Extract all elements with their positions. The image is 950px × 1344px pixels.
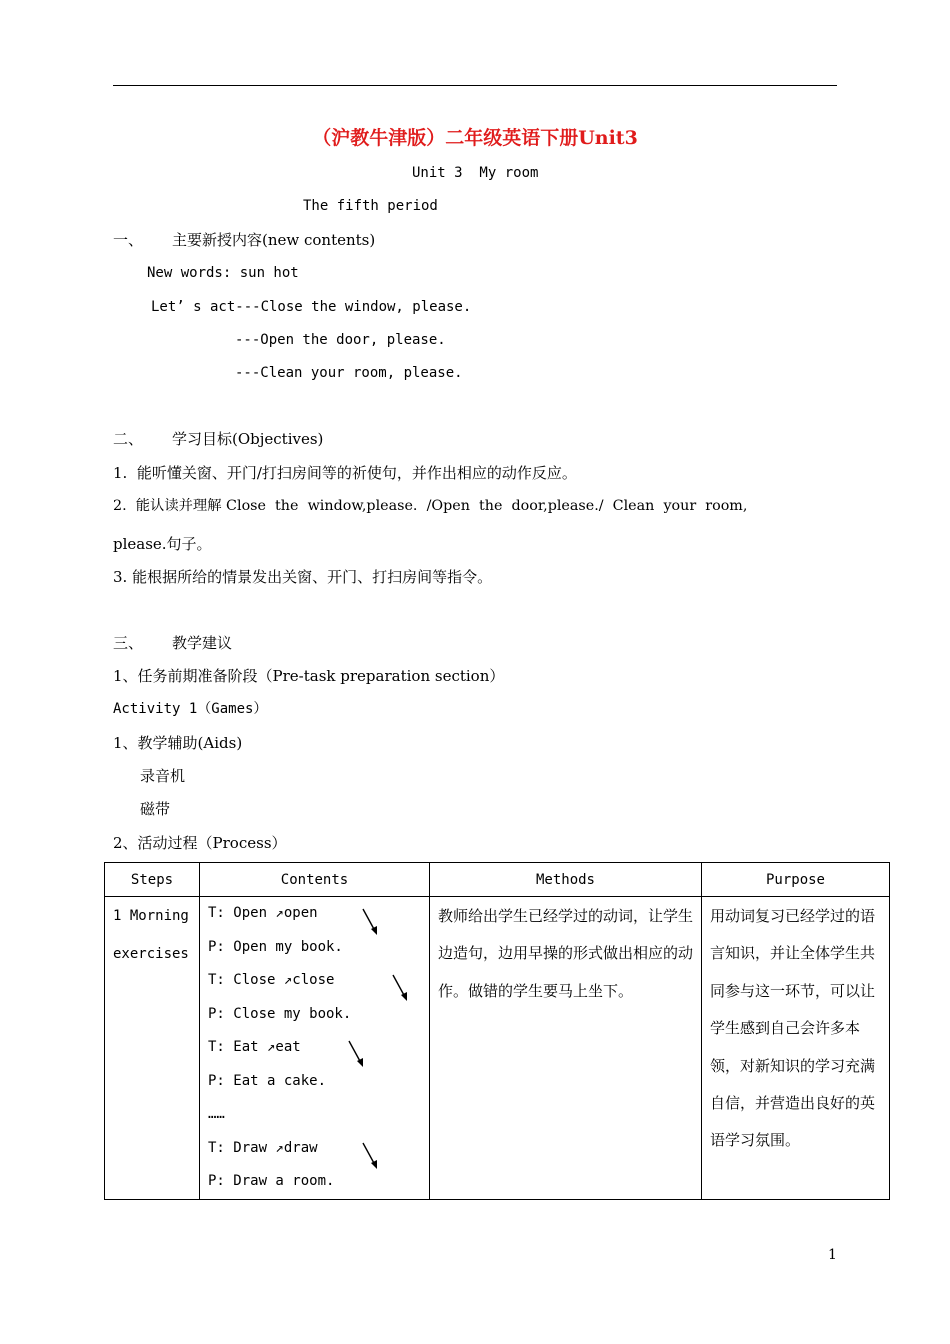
- process-heading: 2、活动过程（Process）: [113, 834, 287, 852]
- steps-text: 1 Morning exercises: [113, 908, 189, 962]
- falling-intonation-arrow-icon: [390, 973, 410, 1003]
- period-subtitle: The fifth period: [303, 198, 438, 214]
- methods-text: 教师给出学生已经学过的动词，让学生边造句，边用早操的形式做出相应的动作。做错的学生要马上坐下。: [438, 907, 694, 1000]
- contents-cell: [200, 897, 430, 1200]
- header-rule: [113, 85, 837, 86]
- lets-act-line: Let’ s act---Close the window, please.: [151, 299, 472, 315]
- pretask-heading: 1、任务前期准备阶段（Pre-task preparation section）: [113, 667, 505, 685]
- new-words: New words: sun hot: [147, 265, 299, 281]
- section2-heading: 学习目标(Objectives): [172, 430, 324, 448]
- section1-number: 一、: [113, 231, 144, 249]
- unit-subtitle: Unit 3 My room: [412, 165, 539, 181]
- aids-heading: 1、教学辅助(Aids): [113, 734, 243, 752]
- document-title: （沪教牛津版）二年级英语下册Unit3: [312, 127, 638, 149]
- act-line-2: ---Open the door, please.: [235, 332, 446, 348]
- contents-list: [208, 897, 421, 1199]
- content-line: T: Close ↗close: [208, 972, 335, 988]
- purpose-cell: [702, 897, 890, 1200]
- falling-intonation-arrow-icon: [346, 1039, 366, 1069]
- objective-2-cont: please.句子。: [113, 535, 212, 553]
- falling-intonation-arrow-icon: [360, 907, 380, 937]
- content-line: T: Eat ↗eat: [208, 1039, 301, 1055]
- objective-2: 2. 能认读并理解 Close the window,please. /Open the door,please./ Clean your room,: [113, 498, 748, 514]
- activity-heading: Activity 1（Games）: [113, 701, 268, 717]
- aid-recorder: 录音机: [140, 767, 186, 785]
- content-line: T: Draw ↗draw: [208, 1139, 318, 1156]
- methods-cell: [430, 897, 702, 1200]
- content-line: T: Open ↗open: [208, 905, 318, 921]
- section3-number: 三、: [113, 634, 144, 652]
- section3-heading: 教学建议: [172, 634, 233, 652]
- aid-tape: 磁带: [140, 800, 171, 818]
- purpose-text: 用动词复习已经学过的语言知识，并让全体学生共同参与这一环节，可以让学生感到自己会许多本领，对新知识的学习充满自信，并营造出良好的英语学习氛围。: [710, 907, 876, 1150]
- act-line-3: ---Clean your room, please.: [235, 365, 463, 381]
- header-purpose: Purpose: [702, 863, 890, 897]
- header-contents: Contents: [200, 863, 430, 897]
- content-line: P: Draw a room.: [208, 1173, 335, 1189]
- process-table: [104, 862, 890, 1200]
- section1-heading: 主要新授内容(new contents): [172, 231, 376, 249]
- section2-number: 二、: [113, 430, 144, 448]
- table-row: [105, 897, 890, 1200]
- content-line: ……: [208, 1106, 225, 1122]
- falling-intonation-arrow-icon: [360, 1141, 380, 1171]
- table-header-row: [105, 863, 890, 897]
- steps-cell: [105, 897, 200, 1200]
- objective-3: 3. 能根据所给的情景发出关窗、开门、打扫房间等指令。: [113, 568, 493, 586]
- header-methods: Methods: [430, 863, 702, 897]
- page-number: 1: [828, 1247, 837, 1263]
- objective-1: 1. 能听懂关窗、开门/打扫房间等的祈使句，并作出相应的动作反应。: [113, 464, 577, 482]
- content-line: P: Close my book.: [208, 1005, 352, 1022]
- content-line: P: Open my book.: [208, 938, 343, 955]
- header-steps: Steps: [105, 863, 200, 897]
- content-line: P: Eat a cake.: [208, 1072, 327, 1089]
